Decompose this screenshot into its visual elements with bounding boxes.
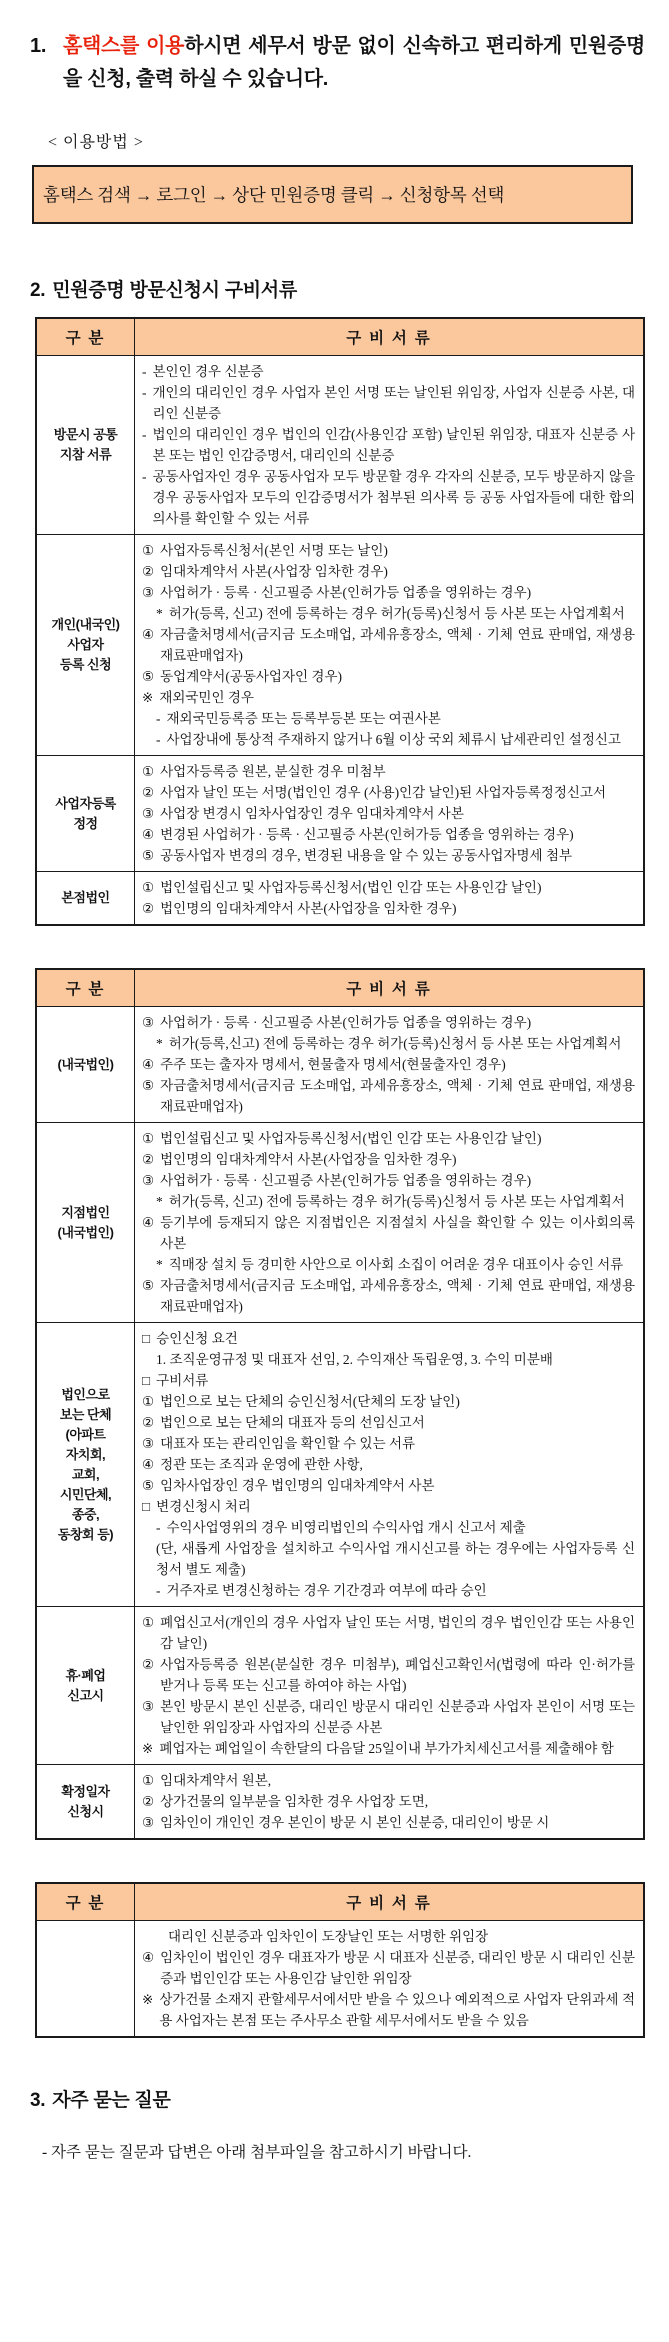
row-label [36, 1607, 135, 1765]
document-item [142, 824, 635, 845]
document-item [142, 877, 635, 898]
document-item [142, 1738, 635, 1759]
row-documents [135, 1921, 645, 2038]
item-marker: ④ [142, 1215, 155, 1230]
item-text: 법인의 대리인인 경우 법인의 인감(사용인감 포함) 날인된 위임장, 대표자 신분증 사본 또는 법인 인감증명서, 대리인의 신분증 [152, 427, 635, 463]
item-marker: ⑤ [142, 848, 155, 863]
item-text: 공동사업자인 경우 공동사업자 모두 방문할 경우 각자의 신분증, 모두 방문하지 않을 경우 공동사업자 모두의 인감증명서가 첨부된 의사록 등 공동 사업자들에 대한 합의 의사를 확인할 수 있는 서류 [152, 469, 635, 526]
item-text: 거주자로 변경신청하는 경우 기간경과 여부에 따라 승인 [166, 1583, 487, 1598]
item-text: 수익사업영위의 경우 비영리법인의 수익사업 개시 신고서 제출 [166, 1520, 526, 1535]
item-marker: ① [142, 764, 155, 779]
item-marker: ③ [142, 585, 155, 600]
item-marker: □ [142, 1499, 151, 1514]
document-item [142, 687, 635, 708]
row-documents [135, 1765, 645, 1840]
item-text: 본인인 경우 신분증 [152, 364, 264, 379]
document-item [142, 1349, 635, 1370]
item-text: 개인의 대리인인 경우 사업자 본인 서명 또는 날인된 위임장, 사업자 신분증 사본, 대리인 신분증 [152, 385, 635, 421]
item-marker: ① [142, 1615, 155, 1630]
document-item [142, 1033, 635, 1054]
document-item [142, 582, 635, 603]
document-item [142, 803, 635, 824]
item-marker: ※ [142, 690, 154, 705]
document-item [142, 466, 635, 529]
item-marker: * [156, 606, 163, 621]
item-text: 변경신청시 처리 [156, 1499, 251, 1514]
document-item [142, 361, 635, 382]
document-item [142, 1412, 635, 1433]
document-item [142, 1012, 635, 1033]
row-label [36, 756, 135, 872]
item-marker: ① [142, 1773, 155, 1788]
row-documents [135, 1123, 645, 1323]
item-marker: * [156, 1257, 163, 1272]
item-text: 사업자등록신청서(본인 서명 또는 날인) [160, 543, 388, 558]
item-marker: ④ [142, 627, 155, 642]
item-text: 사업장내에 통상적 주재하지 않거나 6월 이상 국외 체류시 납세관리인 설정신고 [166, 732, 621, 747]
item-text: 폐업신고서(개인의 경우 사업자 날인 또는 서명, 법인의 경우 법인인감 또는 사용인감 날인) [160, 1615, 635, 1651]
document-item [142, 1370, 635, 1391]
item-text: 구비서류 [156, 1373, 209, 1388]
row-label-line: (아파트 [65, 1426, 106, 1442]
document-item [142, 1149, 635, 1170]
item-text: 사업자 날인 또는 서명(법인인 경우 (사용)인감 날인)된 사업자등록정정신고서 [160, 785, 606, 800]
document-item [142, 561, 635, 582]
item-text: 자금출처명세서(금지금 도소매업, 과세유흥장소, 액체 · 기체 연료 판매업, 재생용 재료판매업자) [160, 1278, 635, 1314]
item-marker: - [156, 711, 161, 726]
row-documents [135, 872, 645, 926]
document-item [142, 782, 635, 803]
item-text: 임차인이 개인인 경우 본인이 방문 시 본인 신분증, 대리인이 방문 시 [160, 1815, 550, 1830]
row-label-line: 법인으로 [61, 1386, 110, 1402]
requirements-table-1 [35, 317, 645, 926]
section1-title [63, 30, 645, 96]
section3-title: 자주 묻는 질문 [52, 2090, 171, 2111]
document-item [142, 1496, 635, 1517]
row-label [36, 1323, 135, 1607]
item-marker: * [156, 1194, 163, 1209]
item-marker: ⑤ [142, 1078, 155, 1093]
document-item [142, 1128, 635, 1149]
item-text: 법인으로 보는 단체의 승인신청서(단체의 도장 날인) [160, 1394, 460, 1409]
item-text: 사업허가 · 등록 · 신고필증 사본(인허가등 업종을 영위하는 경우) [160, 1173, 532, 1188]
item-marker: * [156, 1036, 163, 1051]
section1-heading [30, 30, 645, 96]
item-marker: ⑤ [142, 1478, 155, 1493]
item-marker: ① [142, 543, 155, 558]
item-text: 재외국민인 경우 [159, 690, 254, 705]
document-item [142, 898, 635, 919]
table-row [36, 1607, 644, 1765]
document-item [142, 1612, 635, 1654]
row-label-line: (내국법인) [57, 1056, 114, 1072]
row-label [36, 1123, 135, 1323]
item-marker: ④ [142, 1057, 155, 1072]
item-text: 대표자 또는 관리인임을 확인할 수 있는 서류 [160, 1436, 416, 1451]
row-label-line: 신청시 [67, 1803, 104, 1819]
item-text: 자금출처명세서(금지금 도소매업, 과세유흥장소, 액체 · 기체 연료 판매업, 재생용 재료판매업자) [160, 1078, 635, 1114]
item-text: 직매장 설치 등 경미한 사안으로 이사회 소집이 어려운 경우 대표이사 승인 서류 [168, 1257, 624, 1272]
table-row [36, 1921, 644, 2038]
section2-heading [30, 278, 645, 304]
item-marker: ② [142, 1794, 155, 1809]
item-marker: ② [142, 901, 155, 916]
item-text: 사업허가 · 등록 · 신고필증 사본(인허가등 업종을 영위하는 경우) [160, 585, 532, 600]
row-documents [135, 1007, 645, 1123]
row-documents [135, 756, 645, 872]
item-text: 자금출처명세서(금지금 도소매업, 과세유흥장소, 액체 · 기체 연료 판매업, 재생용 재료판매업자) [160, 627, 635, 663]
row-label-line: 지참 서류 [59, 447, 112, 462]
document-item [142, 382, 635, 424]
item-text: 법인명의 임대차계약서 사본(사업장을 임차한 경우) [160, 1152, 457, 1167]
document-item [142, 729, 635, 750]
item-text: 동업계약서(공동사업자인 경우) [160, 669, 343, 684]
table-header-row [36, 318, 644, 356]
row-label-line: 교회, [71, 1466, 100, 1482]
table-row [36, 872, 644, 926]
item-marker: ③ [142, 1436, 155, 1451]
item-marker: ② [142, 1415, 155, 1430]
document-item [142, 1989, 635, 2031]
row-label-line: 확정일자 [61, 1783, 110, 1799]
document-item [142, 1391, 635, 1412]
item-text: 등기부에 등재되지 않은 지점법인은 지점설치 사실을 확인할 수 있는 이사회의록 사본 [160, 1215, 635, 1251]
row-label-line: 개인(내국인) [51, 617, 120, 632]
item-marker: ① [142, 880, 155, 895]
row-label-line: 휴·폐업 [65, 1667, 106, 1683]
item-text: 임차사업장인 경우 법인명의 임대차계약서 사본 [160, 1478, 435, 1493]
item-text: 변경된 사업허가 · 등록 · 신고필증 사본(인허가등 업종을 영위하는 경우) [160, 827, 574, 842]
item-text: 사업자등록증 원본, 분실한 경우 미첨부 [160, 764, 386, 779]
document-item [142, 1212, 635, 1254]
table-row [36, 756, 644, 872]
document-item [142, 624, 635, 666]
row-label-line: 보는 단체 [59, 1406, 112, 1422]
section3-number: 3. [30, 2090, 46, 2111]
item-text: 법인설립신고 및 사업자등록신청서(법인 인감 또는 사용인감 날인) [160, 880, 542, 895]
row-label-line: 신고시 [67, 1687, 104, 1703]
row-label-line: 본점법인 [61, 890, 110, 905]
row-label-line: 지점법인 [61, 1204, 110, 1220]
header-category: 구 분 [36, 1883, 135, 1921]
document-item [142, 1538, 635, 1580]
document-item [142, 761, 635, 782]
section1-number: 1. [30, 35, 47, 57]
document-item [142, 1926, 635, 1947]
row-label [36, 872, 135, 926]
section3-note: - 자주 묻는 질문과 답변은 아래 첨부파일을 참고하시기 바랍니다. [42, 2144, 472, 2161]
item-marker: - [142, 364, 147, 379]
document-item [142, 708, 635, 729]
document-item [142, 1191, 635, 1212]
header-category: 구 분 [36, 969, 135, 1007]
row-label [36, 1007, 135, 1123]
document-item [142, 540, 635, 561]
row-label [36, 1921, 135, 2038]
row-label-line: 사업자 [67, 637, 104, 652]
document-item [142, 1580, 635, 1601]
table-row [36, 1007, 644, 1123]
row-documents [135, 1607, 645, 1765]
item-text: 폐업자는 폐업일이 속한달의 다음달 25일이내 부가가치세신고서를 제출해야 함 [159, 1741, 614, 1756]
section2-number: 2. [30, 280, 46, 301]
item-marker: ② [142, 785, 155, 800]
item-text: 법인설립신고 및 사업자등록신청서(법인 인감 또는 사용인감 날인) [160, 1131, 542, 1146]
header-required-documents: 구 비 서 류 [135, 969, 645, 1007]
requirements-table-2 [35, 968, 645, 1840]
item-marker: - [156, 1520, 161, 1535]
table-row [36, 535, 644, 756]
table-row [36, 1765, 644, 1840]
item-text: 허가(등록, 신고) 전에 등록하는 경우 허가(등록)신청서 등 사본 또는 사업계획서 [168, 606, 625, 621]
row-documents [135, 535, 645, 756]
row-label-line: 동창회 등) [57, 1526, 114, 1542]
header-required-documents: 구 비 서 류 [135, 318, 645, 356]
document-item [142, 1170, 635, 1191]
item-text: 법인명의 임대차계약서 사본(사업장을 임차한 경우) [160, 901, 457, 916]
item-text: 공동사업자 변경의 경우, 변경된 내용을 알 수 있는 공동사업자명세 첨부 [160, 848, 573, 863]
document-item [142, 603, 635, 624]
item-text: 1. 조직운영규정 및 대표자 선임, 2. 수익재산 독립운영, 3. 수익 미분배 [156, 1352, 553, 1367]
item-marker: ③ [142, 806, 155, 821]
row-label-line: 정정 [73, 815, 98, 831]
item-marker: ② [142, 564, 155, 579]
item-marker: ② [142, 1657, 155, 1672]
item-marker: ⑤ [142, 669, 155, 684]
item-marker: ③ [142, 1699, 155, 1714]
document-item [142, 1054, 635, 1075]
document-item [142, 1812, 635, 1833]
item-text: (단, 새롭게 사업장을 설치하고 수익사업 개시신고를 하는 경우에는 사업자등록 신청서 별도 제출) [156, 1541, 635, 1577]
row-label-line: 방문시 공통 [53, 427, 118, 442]
document-item [142, 1275, 635, 1317]
document-item [142, 1696, 635, 1738]
row-label-line: 사업자등록 [55, 795, 116, 811]
table-row [36, 356, 644, 535]
document-item [142, 1075, 635, 1117]
item-text: 임대차계약서 원본, [160, 1773, 272, 1788]
item-text: 본인 방문시 본인 신분증, 대리인 방문시 대리인 신분증과 사업자 본인이 서명 또는 날인한 위임장과 사업자의 신분증 사본 [160, 1699, 635, 1735]
row-label-line: 등록 신청 [59, 657, 112, 672]
item-marker: ④ [142, 827, 155, 842]
item-marker: ⑤ [142, 1278, 155, 1293]
table-header-row [36, 1883, 644, 1921]
document-item [142, 1328, 635, 1349]
row-label-line: 시민단체, [59, 1486, 112, 1502]
method-label: < 이용방법 > [48, 134, 144, 151]
item-text: 사업자등록증 원본(분실한 경우 미첨부), 폐업신고확인서(법령에 따라 인·허가를 받거나 등록 또는 신고를 하여야 하는 사업) [160, 1657, 635, 1693]
table-row [36, 1323, 644, 1607]
row-documents [135, 1323, 645, 1607]
item-marker: - [156, 732, 161, 747]
item-text: 정관 또는 조직과 운영에 관한 사항, [160, 1457, 363, 1472]
item-marker: □ [142, 1373, 151, 1388]
row-label-line: (내국법인) [57, 1224, 114, 1240]
requirements-table-3 [35, 1882, 645, 2038]
item-text: 허가(등록,신고) 전에 등록하는 경우 허가(등록)신청서 등 사본 또는 사업계획서 [168, 1036, 622, 1051]
document-item [142, 1475, 635, 1496]
item-text: 법인으로 보는 단체의 대표자 등의 선임신고서 [160, 1415, 425, 1430]
header-category: 구 분 [36, 318, 135, 356]
table-row [36, 1123, 644, 1323]
row-label-line: 종중, [71, 1506, 100, 1522]
section3-heading [30, 2088, 645, 2114]
item-text: 대리인 신분증과 임차인이 도장날인 또는 서명한 위임장 [168, 1929, 489, 1944]
item-marker: ③ [142, 1815, 155, 1830]
item-marker: ① [142, 1394, 155, 1409]
section1-title-rest: 하시면 세무서 방문 없이 신속하고 편리하게 민원증명을 신청, 출력 하실 수 있습니다. [63, 35, 645, 90]
document-item [142, 1433, 635, 1454]
item-marker: ③ [142, 1173, 155, 1188]
section2-title: 민원증명 방문신청시 구비서류 [52, 280, 297, 301]
section1-title-highlight: 홈택스를 이용 [63, 35, 185, 57]
method-steps-box: 홈택스 검색 → 로그인 → 상단 민원증명 클릭 → 신청항목 선택 [32, 165, 633, 224]
row-label [36, 356, 135, 535]
item-text: 승인신청 요건 [156, 1331, 238, 1346]
item-text: 사업허가 · 등록 · 신고필증 사본(인허가등 업종을 영위하는 경우) [160, 1015, 532, 1030]
document-item [142, 1254, 635, 1275]
table-header-row [36, 969, 644, 1007]
item-marker: - [156, 1583, 161, 1598]
item-marker: □ [142, 1331, 151, 1346]
item-marker: ① [142, 1131, 155, 1146]
row-label-line: 자치회, [65, 1446, 106, 1462]
item-text: 상가건물의 일부분을 임차한 경우 사업장 도면, [160, 1794, 429, 1809]
row-label [36, 1765, 135, 1840]
item-text: 상가건물 소재지 관할세무서에서만 받을 수 있으나 예외적으로 사업자 단위과세 적용 사업자는 본점 또는 주사무소 관할 세무서에서도 받을 수 있음 [159, 1992, 635, 2028]
item-text: 임대차계약서 사본(사업장 임차한 경우) [160, 564, 388, 579]
document-item [142, 666, 635, 687]
item-marker: ② [142, 1152, 155, 1167]
item-marker: ④ [142, 1950, 155, 1965]
document-item [142, 845, 635, 866]
item-text: 재외국민등록증 또는 등록부등본 또는 여권사본 [166, 711, 441, 726]
header-required-documents: 구 비 서 류 [135, 1883, 645, 1921]
item-marker: - [142, 385, 147, 400]
item-text: 사업장 변경시 임차사업장인 경우 임대차계약서 사본 [160, 806, 464, 821]
document-item [142, 1454, 635, 1475]
row-documents [135, 356, 645, 535]
document-item [142, 1517, 635, 1538]
document-item [142, 1947, 635, 1989]
item-marker: - [142, 427, 147, 442]
document-item [142, 1770, 635, 1791]
item-text: 임차인이 법인인 경우 대표자가 방문 시 대표자 신분증, 대리인 방문 시 대리인 신분증과 법인인감 또는 사용인감 날인한 위임장 [160, 1950, 635, 1986]
item-marker: ※ [142, 1741, 154, 1756]
item-marker: - [142, 469, 147, 484]
item-marker: ④ [142, 1457, 155, 1472]
item-marker: ③ [142, 1015, 155, 1030]
item-marker: ※ [142, 1992, 154, 2007]
item-text: 주주 또는 출자자 명세서, 현물출자 명세서(현물출자인 경우) [160, 1057, 506, 1072]
document-item [142, 424, 635, 466]
document-item [142, 1654, 635, 1696]
item-text: 허가(등록, 신고) 전에 등록하는 경우 허가(등록)신청서 등 사본 또는 사업계획서 [168, 1194, 625, 1209]
row-label [36, 535, 135, 756]
document-item [142, 1791, 635, 1812]
